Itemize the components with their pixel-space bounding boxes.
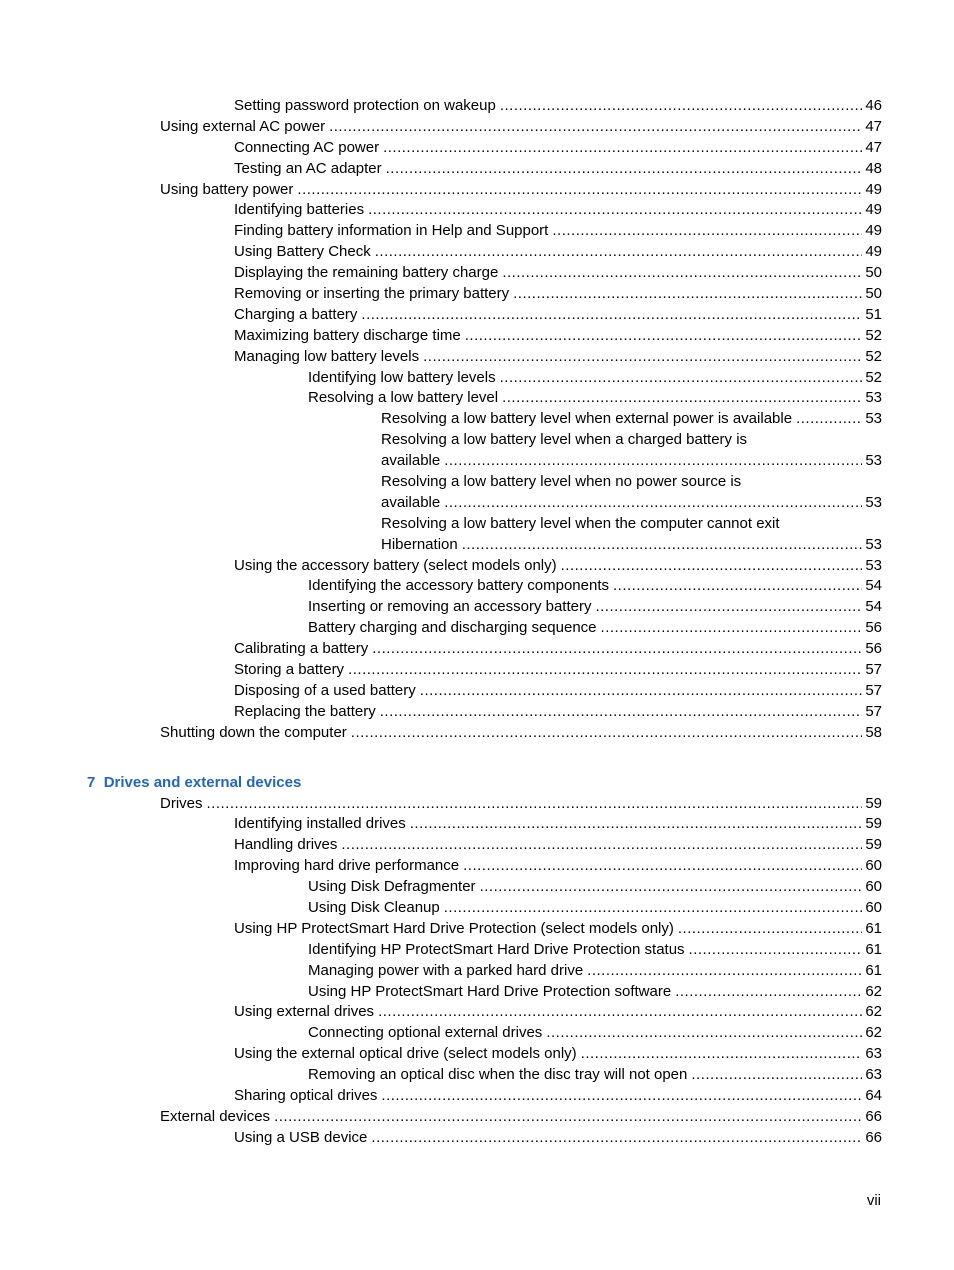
toc-entry-page: 61	[865, 919, 882, 937]
toc-entry[interactable]	[0, 138, 954, 159]
toc-entry-page: 52	[865, 347, 882, 365]
toc-section-battery	[0, 96, 954, 744]
toc-entry[interactable]	[0, 1128, 954, 1149]
toc-entry-title: Using battery power	[160, 180, 294, 198]
toc-entry[interactable]	[0, 305, 954, 326]
dot-leader	[444, 493, 862, 514]
toc-entry-title: Removing an optical disc when the disc tray will not open	[308, 1066, 688, 1084]
toc-entry-title: Calibrating a battery	[234, 640, 369, 658]
toc-entry-page: 61	[865, 961, 882, 979]
toc-entry[interactable]	[0, 982, 954, 1003]
toc-entry-page: 49	[865, 222, 882, 240]
toc-entry[interactable]	[0, 284, 954, 305]
toc-entry-title: Resolving a low battery level when external power is available	[381, 410, 793, 428]
toc-entry-title: Charging a battery	[234, 305, 358, 323]
toc-entry-title: Using HP ProtectSmart Hard Drive Protection software	[308, 982, 672, 1000]
toc-entry-title: External devices	[160, 1107, 271, 1125]
toc-entry-title: Using the external optical drive (select models only)	[234, 1045, 577, 1063]
toc-entry[interactable]	[0, 556, 954, 577]
toc-entry[interactable]	[0, 242, 954, 263]
toc-entry[interactable]	[0, 576, 954, 597]
dot-leader	[420, 681, 863, 702]
toc-entry[interactable]	[0, 1107, 954, 1128]
toc-entry[interactable]	[0, 451, 954, 472]
toc-entry-page: 62	[865, 1024, 882, 1042]
toc-entry-page: 63	[865, 1066, 882, 1084]
toc-entry[interactable]	[0, 940, 954, 961]
toc-entry-page: 59	[865, 794, 882, 812]
toc-entry-page: 60	[865, 878, 882, 896]
toc-entry[interactable]	[0, 794, 954, 815]
dot-leader	[341, 835, 862, 856]
toc-entry-wrapped-line[interactable]	[0, 430, 954, 451]
toc-entry[interactable]	[0, 1065, 954, 1086]
toc-entry-page: 53	[865, 493, 882, 511]
toc-entry-page: 47	[865, 117, 882, 135]
toc-entry-page: 48	[865, 159, 882, 177]
dot-leader	[410, 814, 863, 835]
toc-entry-page: 59	[865, 815, 882, 833]
toc-entry-page: 66	[865, 1128, 882, 1146]
toc-entry[interactable]	[0, 856, 954, 877]
toc-entry[interactable]	[0, 681, 954, 702]
toc-entry-title: Using external drives	[234, 1003, 375, 1021]
page-number: vii	[866, 1192, 881, 1209]
toc-entry-wrapped-line[interactable]	[0, 472, 954, 493]
toc-entry[interactable]	[0, 493, 954, 514]
toc-entry-page: 56	[865, 619, 882, 637]
dot-leader	[587, 961, 862, 982]
dot-leader	[378, 1002, 862, 1023]
toc-entry-title: Identifying batteries	[234, 201, 365, 219]
toc-entry-wrapped-line[interactable]	[0, 514, 954, 535]
dot-leader	[552, 221, 862, 242]
toc-entry-title: Using Disk Cleanup	[308, 898, 440, 916]
toc-entry[interactable]	[0, 597, 954, 618]
toc-entry[interactable]	[0, 618, 954, 639]
toc-entry-title: Managing power with a parked hard drive	[308, 961, 584, 979]
toc-entry-page: 49	[865, 243, 882, 261]
toc-entry[interactable]	[0, 221, 954, 242]
dot-leader	[500, 368, 863, 389]
toc-entry[interactable]	[0, 200, 954, 221]
toc-entry-title: Using Disk Defragmenter	[308, 878, 476, 896]
toc-entry-title: Testing an AC adapter	[234, 159, 382, 177]
toc-entry-page: 54	[865, 577, 882, 595]
toc-entry-page: 53	[865, 535, 882, 553]
toc-entry-title: Connecting AC power	[234, 138, 380, 156]
toc-entry-title: Replacing the battery	[234, 702, 376, 720]
dot-leader	[368, 200, 862, 221]
dot-leader	[689, 940, 863, 961]
toc-entry-title: Sharing optical drives	[234, 1086, 378, 1104]
toc-entry-title: Identifying installed drives	[234, 815, 406, 833]
toc-entry-page: 53	[865, 410, 882, 428]
toc-section-drives	[0, 794, 954, 1149]
dot-leader	[675, 982, 862, 1003]
toc-entry-page: 53	[865, 389, 882, 407]
toc-entry-page: 50	[865, 264, 882, 282]
toc-entry-title: available	[381, 493, 441, 511]
toc-entry-page: 52	[865, 368, 882, 386]
toc-entry[interactable]	[0, 96, 954, 117]
toc-entry-title: Drives	[160, 794, 203, 812]
dot-leader	[371, 1128, 862, 1149]
toc-entry-page: 64	[865, 1086, 882, 1104]
dot-leader	[329, 117, 862, 138]
toc-entry[interactable]	[0, 368, 954, 389]
toc-entry[interactable]	[0, 388, 954, 409]
dot-leader	[386, 159, 863, 180]
dot-leader	[423, 347, 862, 368]
toc-entry-page: 61	[865, 940, 882, 958]
dot-leader	[691, 1065, 862, 1086]
toc-entry-title: Shutting down the computer	[160, 723, 347, 741]
table-of-contents	[0, 96, 954, 1149]
toc-entry-title: Connecting optional external drives	[308, 1024, 543, 1042]
dot-leader	[372, 639, 862, 660]
toc-entry-title: Hibernation	[381, 535, 458, 553]
toc-entry-page: 53	[865, 556, 882, 574]
toc-entry-page: 63	[865, 1045, 882, 1063]
toc-entry-page: 58	[865, 723, 882, 741]
toc-entry[interactable]	[0, 117, 954, 138]
dot-leader	[351, 723, 863, 744]
toc-entry-page: 50	[865, 285, 882, 303]
chapter-heading-text[interactable]: 7 Drives and external devices	[87, 773, 302, 791]
toc-entry[interactable]	[0, 1023, 954, 1044]
dot-leader	[561, 556, 863, 577]
toc-entry[interactable]	[0, 1002, 954, 1023]
toc-entry-page: 47	[865, 138, 882, 156]
dot-leader	[796, 409, 862, 430]
toc-entry-page: 52	[865, 326, 882, 344]
toc-entry-page: 59	[865, 836, 882, 854]
toc-entry-page: 51	[865, 305, 882, 323]
dot-leader	[678, 919, 862, 940]
toc-entry-page: 60	[865, 898, 882, 916]
toc-entry[interactable]	[0, 835, 954, 856]
toc-entry[interactable]	[0, 898, 954, 919]
toc-entry[interactable]	[0, 326, 954, 347]
toc-entry-title: Removing or inserting the primary battery	[234, 285, 510, 303]
dot-leader	[502, 388, 862, 409]
dot-leader	[465, 326, 863, 347]
toc-entry[interactable]	[0, 877, 954, 898]
toc-entry-title: Disposing of a used battery	[234, 681, 416, 699]
toc-entry-title: Identifying HP ProtectSmart Hard Drive Protection status	[308, 940, 685, 958]
toc-entry[interactable]	[0, 347, 954, 368]
toc-entry-title: Using Battery Check	[234, 243, 371, 261]
toc-entry-title: Improving hard drive performance	[234, 857, 460, 875]
dot-leader	[381, 1086, 862, 1107]
dot-leader	[581, 1044, 863, 1065]
toc-entry-title: Storing a battery	[234, 661, 345, 679]
toc-entry-page: 62	[865, 982, 882, 1000]
dot-leader	[207, 794, 863, 815]
toc-entry-page: 57	[865, 661, 882, 679]
toc-entry-title: available	[381, 452, 441, 470]
toc-entry-title: Resolving a low battery level when no power source is	[381, 473, 742, 491]
dot-leader	[546, 1023, 862, 1044]
toc-entry-page: 56	[865, 640, 882, 658]
dot-leader	[595, 597, 862, 618]
dot-leader	[463, 856, 862, 877]
dot-leader	[274, 1107, 862, 1128]
toc-entry-page: 57	[865, 681, 882, 699]
toc-entry[interactable]	[0, 961, 954, 982]
toc-entry[interactable]	[0, 263, 954, 284]
toc-entry[interactable]	[0, 535, 954, 556]
toc-entry[interactable]	[0, 159, 954, 180]
toc-entry-page: 49	[865, 180, 882, 198]
toc-entry-title: Resolving a low battery level when a charged battery is	[381, 431, 748, 449]
toc-entry[interactable]	[0, 660, 954, 681]
toc-entry-title: Using the accessory battery (select models only)	[234, 556, 557, 574]
dot-leader	[500, 96, 862, 117]
dot-leader	[348, 660, 862, 681]
toc-entry-title: Identifying low battery levels	[308, 368, 496, 386]
toc-entry-title: Displaying the remaining battery charge	[234, 264, 499, 282]
toc-entry[interactable]	[0, 919, 954, 940]
dot-leader	[444, 898, 863, 919]
dot-leader	[297, 180, 862, 201]
toc-entry-page: 49	[865, 201, 882, 219]
toc-entry-title: Using external AC power	[160, 117, 326, 135]
toc-entry-title: Resolving a low battery level	[308, 389, 499, 407]
toc-entry-page: 53	[865, 452, 882, 470]
dot-leader	[380, 702, 863, 723]
dot-leader	[613, 576, 862, 597]
toc-entry[interactable]	[0, 180, 954, 201]
dot-leader	[444, 451, 862, 472]
chapter-heading[interactable]	[0, 773, 954, 794]
toc-entry-page: 62	[865, 1003, 882, 1021]
toc-entry[interactable]	[0, 723, 954, 744]
toc-entry-title: Using HP ProtectSmart Hard Drive Protection (select models only)	[234, 919, 674, 937]
dot-leader	[383, 138, 862, 159]
toc-entry-title: Identifying the accessory battery components	[308, 577, 609, 595]
toc-entry-title: Handling drives	[234, 836, 338, 854]
dot-leader	[513, 284, 862, 305]
toc-entry-title: Using a USB device	[234, 1128, 368, 1146]
toc-entry-page: 57	[865, 702, 882, 720]
toc-entry-title: Battery charging and discharging sequence	[308, 619, 597, 637]
dot-leader	[375, 242, 863, 263]
dot-leader	[462, 535, 863, 556]
toc-entry-page: 54	[865, 598, 882, 616]
toc-entry-title: Resolving a low battery level when the computer cannot exit	[381, 514, 780, 532]
toc-entry-page: 66	[865, 1107, 882, 1125]
toc-entry[interactable]	[0, 1044, 954, 1065]
toc-entry[interactable]	[0, 1086, 954, 1107]
toc-entry[interactable]	[0, 639, 954, 660]
toc-entry[interactable]	[0, 702, 954, 723]
toc-entry[interactable]	[0, 409, 954, 430]
toc-entry-title: Inserting or removing an accessory battery	[308, 598, 592, 616]
dot-leader	[361, 305, 862, 326]
dot-leader	[502, 263, 862, 284]
toc-entry-title: Managing low battery levels	[234, 347, 420, 365]
toc-entry-page: 60	[865, 857, 882, 875]
toc-entry-title: Setting password protection on wakeup	[234, 97, 496, 114]
toc-entry[interactable]	[0, 814, 954, 835]
dot-leader	[601, 618, 863, 639]
toc-entry-title: Maximizing battery discharge time	[234, 326, 461, 344]
toc-entry-title: Finding battery information in Help and Support	[234, 222, 549, 240]
dot-leader	[480, 877, 863, 898]
toc-entry-page: 46	[865, 97, 882, 114]
